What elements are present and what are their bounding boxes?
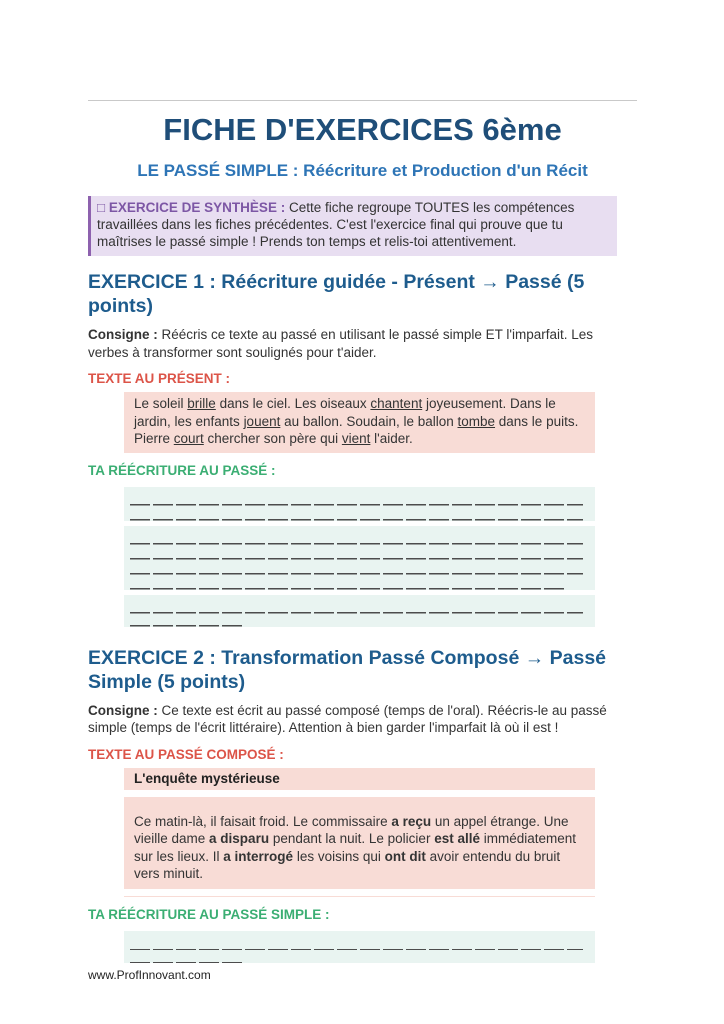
exercise2-story-text: Ce matin-là, il faisait froid. Le commissaire a reçu un appel étrange. Une vieille dame a disparu pendant la nuit. Le policier est allé immédiatement sur les lieux. Il a interrogé les voisins qui ont dit avoir entendu du bruit vers minuit. [134, 813, 577, 882]
answer-block [124, 595, 595, 627]
exercise2-consigne: Consigne : Ce texte est écrit au passé composé (temps de l'oral). Réécris-le au passé simple (temps de l'écrit littéraire). Attention à bien garder l'imparfait là où il est ! [88, 702, 607, 736]
synthesis-callout-text: □ EXERCICE DE SYNTHÈSE : Cette fiche regroupe TOUTES les compétences travaillées dans les fiches précédentes. C'est l'exercice final qui prouve que tu maîtrises le passé simple ! Prends ton temps et relis-toi attentivement. [97, 200, 575, 250]
writing-line [130, 614, 242, 627]
exercise1-source-text: Le soleil brille dans le ciel. Les oiseaux chantent joyeusement. Dans le jardin, les enfants jouent au ballon. Soudain, le ballon tombe dans le puits. Pierre court chercher son père qui vient l'aider. [134, 396, 579, 447]
writing-line [130, 545, 583, 560]
exercise2-heading: EXERCICE 2 : Transformation Passé Composé → Passé Simple (5 points) [88, 646, 607, 693]
answer-block [124, 487, 595, 521]
page-subtitle: LE PASSÉ SIMPLE : Réécriture et Production d'un Récit [137, 161, 588, 181]
page-title: FICHE D'EXERCICES 6ème [163, 112, 562, 148]
exercise1-answer-area [124, 487, 595, 632]
writing-line [130, 950, 242, 963]
writing-line [130, 491, 583, 506]
exercise2-story-title: L'enquête mystérieuse [124, 768, 595, 790]
exercise1-consigne: Consigne : Réécris ce texte au passé en utilisant le passé simple ET l'imparfait. Les verbes à transformer sont soulignés pour t'aider. [88, 327, 594, 360]
exercise2-answer-area [124, 931, 595, 968]
exercise2-source-label: TEXTE AU PASSÉ COMPOSÉ : [88, 746, 284, 762]
footer-url: www.ProfInnovant.com [88, 968, 211, 982]
writing-line [130, 560, 583, 575]
writing-line [130, 506, 583, 521]
exercise1-source-box [124, 392, 595, 453]
writing-line [130, 599, 583, 614]
exercise1-answer-label: TA RÉÉCRITURE AU PASSÉ : [88, 462, 276, 478]
exercise2-story-box [124, 797, 595, 889]
exercise1-source-label: TEXTE AU PRÉSENT : [88, 371, 231, 387]
exercise2-answer-label: TA RÉÉCRITURE AU PASSÉ SIMPLE : [88, 907, 330, 922]
exercise2-empty-strip [124, 896, 595, 897]
writing-line [130, 530, 583, 545]
synthesis-callout [88, 196, 617, 256]
writing-line [130, 935, 583, 950]
answer-block [124, 931, 595, 963]
answer-block [124, 526, 595, 590]
exercise1-heading: EXERCICE 1 : Réécriture guidée - Présent → Passé (5 points) [88, 271, 585, 318]
writing-line [130, 575, 565, 590]
